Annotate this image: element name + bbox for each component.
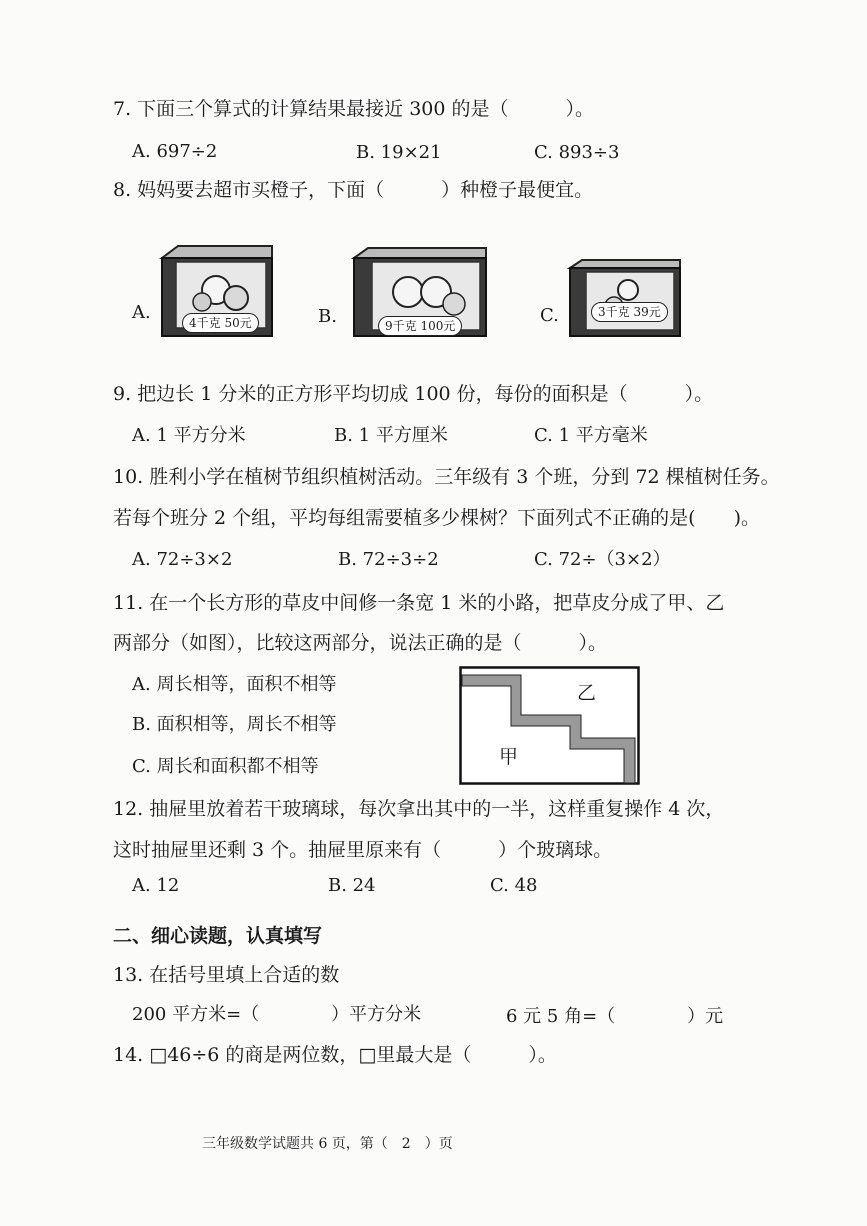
q8-option-c-label: C. xyxy=(540,305,559,326)
q10-option-c: C. 72÷（3×2） xyxy=(534,549,671,570)
q12-stem-line1: 12. 抽屉里放着若干玻璃球，每次拿出其中的一半，这样重复操作 4 次， xyxy=(113,798,725,820)
q12-option-b: B. 24 xyxy=(328,875,376,896)
q11-option-a: A. 周长相等，面积不相等 xyxy=(132,674,337,695)
q8-option-a-price-tag: 4千克 50元 xyxy=(182,313,259,333)
q8-option-a-label: A. xyxy=(132,302,151,323)
q13-part1: 200 平方米=（ ）平方分米 xyxy=(132,1004,422,1025)
q14-stem: 14. □46÷6 的商是两位数，□里最大是（ ）。 xyxy=(113,1044,557,1066)
q10-stem-line1: 10. 胜利小学在植树节组织植树活动。三年级有 3 个班，分到 72 棵植树任务。 xyxy=(113,466,780,488)
section-2-heading: 二、细心读题，认真填写 xyxy=(113,925,323,947)
q10-option-b: B. 72÷3÷2 xyxy=(338,549,439,570)
q8-option-b-price-tag: 9千克 100元 xyxy=(378,316,462,336)
q9-option-b: B. 1 平方厘米 xyxy=(334,425,448,446)
lawn-path-figure xyxy=(459,666,641,790)
q10-option-a: A. 72÷3×2 xyxy=(132,549,233,570)
page-footer: 三年级数学试题共 6 页，第（ 2 ）页 xyxy=(202,1136,453,1152)
q8-option-c-price-tag: 3千克 39元 xyxy=(591,302,668,322)
region-jia-label: 甲 xyxy=(499,746,519,768)
q12-option-c: C. 48 xyxy=(490,875,538,896)
q9-stem: 9. 把边长 1 分米的正方形平均切成 100 份，每份的面积是（ ）。 xyxy=(113,383,714,405)
q9-option-c: C. 1 平方毫米 xyxy=(534,425,648,446)
q11-stem-line1: 11. 在一个长方形的草皮中间修一条宽 1 米的小路，把草皮分成了甲、乙 xyxy=(113,592,725,614)
q7-option-c: C. 893÷3 xyxy=(534,142,620,163)
q8-stem: 8. 妈妈要去超市买橙子，下面（ ）种橙子最便宜。 xyxy=(113,179,594,201)
orange-crate-c-image xyxy=(566,256,684,340)
q10-stem-line2: 若每个班分 2 个组，平均每组需要植多少棵树？下面列式不正确的是( )。 xyxy=(113,507,760,529)
q8-option-b-label: B. xyxy=(318,306,337,327)
q11-stem-line2: 两部分（如图），比较这两部分，说法正确的是（ ）。 xyxy=(113,632,608,654)
q13-stem: 13. 在括号里填上合适的数 xyxy=(113,964,340,986)
q7-option-a: A. 697÷2 xyxy=(132,141,218,162)
q11-option-c: C. 周长和面积都不相等 xyxy=(132,756,319,777)
q12-stem-line2: 这时抽屉里还剩 3 个。抽屉里原来有（ ）个玻璃球。 xyxy=(113,839,613,861)
q13-part2: 6 元 5 角=（ ）元 xyxy=(506,1006,724,1027)
q11-option-b: B. 面积相等，周长不相等 xyxy=(132,714,337,735)
q7-option-b: B. 19×21 xyxy=(356,142,442,163)
region-yi-label: 乙 xyxy=(577,682,597,704)
q12-option-a: A. 12 xyxy=(132,875,180,896)
q9-option-a: A. 1 平方分米 xyxy=(132,425,246,446)
q7-stem: 7. 下面三个算式的计算结果最接近 300 的是（ ）。 xyxy=(113,98,595,120)
